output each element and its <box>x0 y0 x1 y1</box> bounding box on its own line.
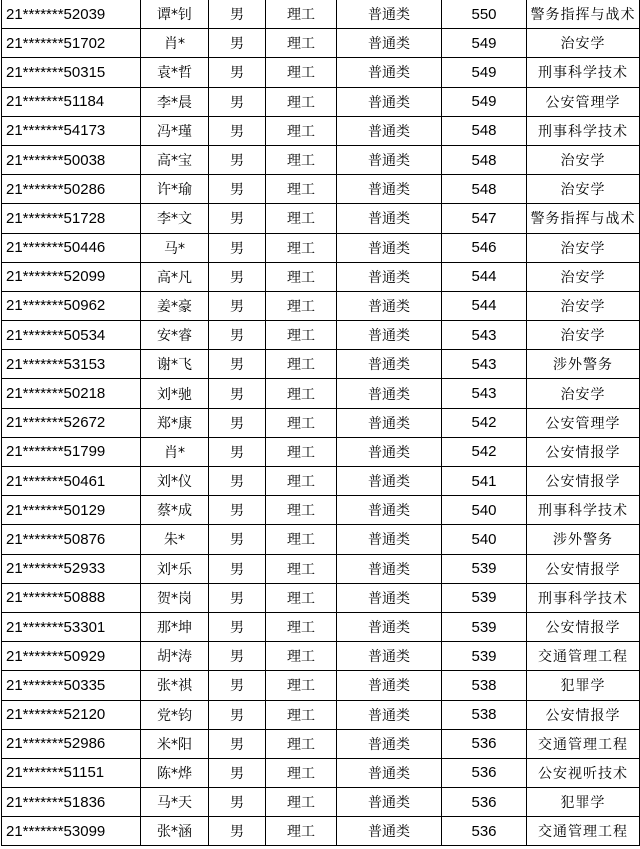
score-cell: 536 <box>442 788 527 817</box>
table-row <box>2 612 640 641</box>
score-cell: 543 <box>442 350 527 379</box>
table-row <box>2 116 640 145</box>
major-cell: 刑事科学技术 <box>527 58 640 87</box>
table-row <box>2 58 640 87</box>
gender-cell: 男 <box>209 379 266 408</box>
subject-cell: 理工 <box>266 29 337 58</box>
name-cell: 肖* <box>141 437 209 466</box>
candidate-id-cell: 21*******51184 <box>2 87 141 116</box>
table-row <box>2 729 640 758</box>
subject-cell: 理工 <box>266 145 337 174</box>
table-row <box>2 29 640 58</box>
major-cell: 公安管理学 <box>527 408 640 437</box>
subject-cell: 理工 <box>266 612 337 641</box>
name-cell: 郑*康 <box>141 408 209 437</box>
gender-cell: 男 <box>209 350 266 379</box>
batch-cell: 普通类 <box>337 321 442 350</box>
candidate-id-cell: 21*******50315 <box>2 58 141 87</box>
name-cell: 马* <box>141 233 209 262</box>
major-cell: 犯罪学 <box>527 788 640 817</box>
score-cell: 538 <box>442 671 527 700</box>
table-row <box>2 145 640 174</box>
name-cell: 谢*飞 <box>141 350 209 379</box>
subject-cell: 理工 <box>266 729 337 758</box>
score-cell: 540 <box>442 525 527 554</box>
name-cell: 冯*瑾 <box>141 116 209 145</box>
score-cell: 548 <box>442 175 527 204</box>
name-cell: 安*睿 <box>141 321 209 350</box>
candidate-id-cell: 21*******52120 <box>2 700 141 729</box>
major-cell: 公安情报学 <box>527 700 640 729</box>
gender-cell: 男 <box>209 321 266 350</box>
subject-cell: 理工 <box>266 262 337 291</box>
subject-cell: 理工 <box>266 700 337 729</box>
batch-cell: 普通类 <box>337 291 442 320</box>
gender-cell: 男 <box>209 58 266 87</box>
score-cell: 549 <box>442 58 527 87</box>
score-cell: 542 <box>442 437 527 466</box>
major-cell: 治安学 <box>527 291 640 320</box>
score-cell: 539 <box>442 554 527 583</box>
candidate-id-cell: 21*******52672 <box>2 408 141 437</box>
subject-cell: 理工 <box>266 437 337 466</box>
batch-cell: 普通类 <box>337 262 442 291</box>
table-row <box>2 87 640 116</box>
candidate-id-cell: 21*******50929 <box>2 642 141 671</box>
subject-cell: 理工 <box>266 291 337 320</box>
table-row <box>2 496 640 525</box>
subject-cell: 理工 <box>266 87 337 116</box>
name-cell: 袁*哲 <box>141 58 209 87</box>
candidate-id-cell: 21*******50286 <box>2 175 141 204</box>
batch-cell: 普通类 <box>337 788 442 817</box>
name-cell: 蔡*成 <box>141 496 209 525</box>
major-cell: 警务指挥与战术 <box>527 0 640 29</box>
batch-cell: 普通类 <box>337 437 442 466</box>
batch-cell: 普通类 <box>337 700 442 729</box>
candidate-id-cell: 21*******53301 <box>2 612 141 641</box>
major-cell: 公安情报学 <box>527 612 640 641</box>
subject-cell: 理工 <box>266 233 337 262</box>
major-cell: 警务指挥与战术 <box>527 204 640 233</box>
subject-cell: 理工 <box>266 175 337 204</box>
table-row <box>2 437 640 466</box>
major-cell: 公安情报学 <box>527 554 640 583</box>
table-row <box>2 671 640 700</box>
gender-cell: 男 <box>209 233 266 262</box>
gender-cell: 男 <box>209 729 266 758</box>
major-cell: 治安学 <box>527 145 640 174</box>
subject-cell: 理工 <box>266 408 337 437</box>
gender-cell: 男 <box>209 525 266 554</box>
gender-cell: 男 <box>209 29 266 58</box>
score-cell: 546 <box>442 233 527 262</box>
name-cell: 米*阳 <box>141 729 209 758</box>
score-cell: 548 <box>442 145 527 174</box>
table-row <box>2 175 640 204</box>
major-cell: 犯罪学 <box>527 671 640 700</box>
batch-cell: 普通类 <box>337 0 442 29</box>
gender-cell: 男 <box>209 437 266 466</box>
gender-cell: 男 <box>209 175 266 204</box>
table-row <box>2 642 640 671</box>
batch-cell: 普通类 <box>337 612 442 641</box>
subject-cell: 理工 <box>266 817 337 846</box>
name-cell: 肖* <box>141 29 209 58</box>
candidate-id-cell: 21*******50129 <box>2 496 141 525</box>
table-row <box>2 233 640 262</box>
table-row <box>2 467 640 496</box>
major-cell: 刑事科学技术 <box>527 583 640 612</box>
major-cell: 交通管理工程 <box>527 817 640 846</box>
candidate-id-cell: 21*******54173 <box>2 116 141 145</box>
table-row <box>2 583 640 612</box>
batch-cell: 普通类 <box>337 817 442 846</box>
gender-cell: 男 <box>209 642 266 671</box>
score-cell: 549 <box>442 29 527 58</box>
batch-cell: 普通类 <box>337 29 442 58</box>
table-row <box>2 350 640 379</box>
batch-cell: 普通类 <box>337 758 442 787</box>
name-cell: 刘*驰 <box>141 379 209 408</box>
candidate-id-cell: 21*******50534 <box>2 321 141 350</box>
gender-cell: 男 <box>209 788 266 817</box>
name-cell: 党*钧 <box>141 700 209 729</box>
major-cell: 交通管理工程 <box>527 729 640 758</box>
score-cell: 547 <box>442 204 527 233</box>
name-cell: 那*坤 <box>141 612 209 641</box>
subject-cell: 理工 <box>266 583 337 612</box>
candidate-id-cell: 21*******51702 <box>2 29 141 58</box>
candidate-id-cell: 21*******50461 <box>2 467 141 496</box>
gender-cell: 男 <box>209 612 266 641</box>
gender-cell: 男 <box>209 817 266 846</box>
major-cell: 公安视听技术 <box>527 758 640 787</box>
subject-cell: 理工 <box>266 642 337 671</box>
table-row <box>2 262 640 291</box>
name-cell: 马*天 <box>141 788 209 817</box>
gender-cell: 男 <box>209 700 266 729</box>
batch-cell: 普通类 <box>337 583 442 612</box>
gender-cell: 男 <box>209 496 266 525</box>
score-cell: 548 <box>442 116 527 145</box>
subject-cell: 理工 <box>266 321 337 350</box>
batch-cell: 普通类 <box>337 554 442 583</box>
table-row <box>2 379 640 408</box>
batch-cell: 普通类 <box>337 175 442 204</box>
gender-cell: 男 <box>209 583 266 612</box>
table-row <box>2 321 640 350</box>
batch-cell: 普通类 <box>337 204 442 233</box>
subject-cell: 理工 <box>266 525 337 554</box>
subject-cell: 理工 <box>266 496 337 525</box>
major-cell: 刑事科学技术 <box>527 496 640 525</box>
table-row <box>2 758 640 787</box>
gender-cell: 男 <box>209 145 266 174</box>
batch-cell: 普通类 <box>337 642 442 671</box>
table-row <box>2 408 640 437</box>
table-body <box>2 0 640 846</box>
batch-cell: 普通类 <box>337 408 442 437</box>
name-cell: 张*祺 <box>141 671 209 700</box>
batch-cell: 普通类 <box>337 729 442 758</box>
batch-cell: 普通类 <box>337 379 442 408</box>
candidate-id-cell: 21*******50218 <box>2 379 141 408</box>
candidate-id-cell: 21*******51151 <box>2 758 141 787</box>
name-cell: 李*文 <box>141 204 209 233</box>
major-cell: 治安学 <box>527 379 640 408</box>
major-cell: 治安学 <box>527 175 640 204</box>
name-cell: 朱* <box>141 525 209 554</box>
subject-cell: 理工 <box>266 554 337 583</box>
gender-cell: 男 <box>209 408 266 437</box>
gender-cell: 男 <box>209 116 266 145</box>
batch-cell: 普通类 <box>337 496 442 525</box>
score-cell: 544 <box>442 291 527 320</box>
table-row <box>2 525 640 554</box>
name-cell: 许*瑜 <box>141 175 209 204</box>
score-cell: 536 <box>442 817 527 846</box>
gender-cell: 男 <box>209 0 266 29</box>
major-cell: 涉外警务 <box>527 350 640 379</box>
subject-cell: 理工 <box>266 758 337 787</box>
major-cell: 交通管理工程 <box>527 642 640 671</box>
score-cell: 539 <box>442 612 527 641</box>
candidate-id-cell: 21*******52933 <box>2 554 141 583</box>
score-cell: 539 <box>442 642 527 671</box>
candidate-id-cell: 21*******52099 <box>2 262 141 291</box>
major-cell: 治安学 <box>527 262 640 291</box>
score-cell: 543 <box>442 379 527 408</box>
subject-cell: 理工 <box>266 116 337 145</box>
major-cell: 治安学 <box>527 29 640 58</box>
batch-cell: 普通类 <box>337 116 442 145</box>
major-cell: 治安学 <box>527 321 640 350</box>
subject-cell: 理工 <box>266 204 337 233</box>
candidate-id-cell: 21*******51836 <box>2 788 141 817</box>
gender-cell: 男 <box>209 204 266 233</box>
candidate-id-cell: 21*******51728 <box>2 204 141 233</box>
subject-cell: 理工 <box>266 379 337 408</box>
candidate-id-cell: 21*******50446 <box>2 233 141 262</box>
score-cell: 540 <box>442 496 527 525</box>
table-row <box>2 554 640 583</box>
score-cell: 536 <box>442 758 527 787</box>
candidate-id-cell: 21*******53099 <box>2 817 141 846</box>
major-cell: 治安学 <box>527 233 640 262</box>
score-cell: 549 <box>442 87 527 116</box>
name-cell: 刘*仪 <box>141 467 209 496</box>
subject-cell: 理工 <box>266 671 337 700</box>
batch-cell: 普通类 <box>337 467 442 496</box>
gender-cell: 男 <box>209 87 266 116</box>
table-row <box>2 204 640 233</box>
candidate-id-cell: 21*******50038 <box>2 145 141 174</box>
subject-cell: 理工 <box>266 350 337 379</box>
gender-cell: 男 <box>209 291 266 320</box>
major-cell: 公安情报学 <box>527 437 640 466</box>
batch-cell: 普通类 <box>337 233 442 262</box>
table-row <box>2 0 640 29</box>
score-cell: 536 <box>442 729 527 758</box>
batch-cell: 普通类 <box>337 58 442 87</box>
subject-cell: 理工 <box>266 0 337 29</box>
score-cell: 541 <box>442 467 527 496</box>
candidate-id-cell: 21*******50888 <box>2 583 141 612</box>
major-cell: 公安管理学 <box>527 87 640 116</box>
score-cell: 539 <box>442 583 527 612</box>
name-cell: 姜*豪 <box>141 291 209 320</box>
table-row <box>2 291 640 320</box>
candidate-id-cell: 21*******50335 <box>2 671 141 700</box>
candidate-id-cell: 21*******50876 <box>2 525 141 554</box>
major-cell: 公安情报学 <box>527 467 640 496</box>
candidate-id-cell: 21*******52986 <box>2 729 141 758</box>
candidate-id-cell: 21*******51799 <box>2 437 141 466</box>
score-cell: 544 <box>442 262 527 291</box>
gender-cell: 男 <box>209 554 266 583</box>
name-cell: 谭*钊 <box>141 0 209 29</box>
candidate-id-cell: 21*******52039 <box>2 0 141 29</box>
gender-cell: 男 <box>209 262 266 291</box>
batch-cell: 普通类 <box>337 350 442 379</box>
major-cell: 涉外警务 <box>527 525 640 554</box>
name-cell: 陈*烨 <box>141 758 209 787</box>
name-cell: 贺*岗 <box>141 583 209 612</box>
name-cell: 张*涵 <box>141 817 209 846</box>
score-cell: 538 <box>442 700 527 729</box>
name-cell: 胡*涛 <box>141 642 209 671</box>
candidate-id-cell: 21*******50962 <box>2 291 141 320</box>
major-cell: 刑事科学技术 <box>527 116 640 145</box>
gender-cell: 男 <box>209 671 266 700</box>
batch-cell: 普通类 <box>337 145 442 174</box>
gender-cell: 男 <box>209 467 266 496</box>
subject-cell: 理工 <box>266 467 337 496</box>
name-cell: 高*宝 <box>141 145 209 174</box>
subject-cell: 理工 <box>266 788 337 817</box>
name-cell: 高*凡 <box>141 262 209 291</box>
batch-cell: 普通类 <box>337 671 442 700</box>
name-cell: 刘*乐 <box>141 554 209 583</box>
score-cell: 550 <box>442 0 527 29</box>
gender-cell: 男 <box>209 758 266 787</box>
name-cell: 李*晨 <box>141 87 209 116</box>
score-cell: 543 <box>442 321 527 350</box>
batch-cell: 普通类 <box>337 87 442 116</box>
batch-cell: 普通类 <box>337 525 442 554</box>
score-cell: 542 <box>442 408 527 437</box>
table-row <box>2 788 640 817</box>
table-row <box>2 700 640 729</box>
candidate-id-cell: 21*******53153 <box>2 350 141 379</box>
admission-list-table <box>1 0 640 846</box>
table-row <box>2 817 640 846</box>
subject-cell: 理工 <box>266 58 337 87</box>
